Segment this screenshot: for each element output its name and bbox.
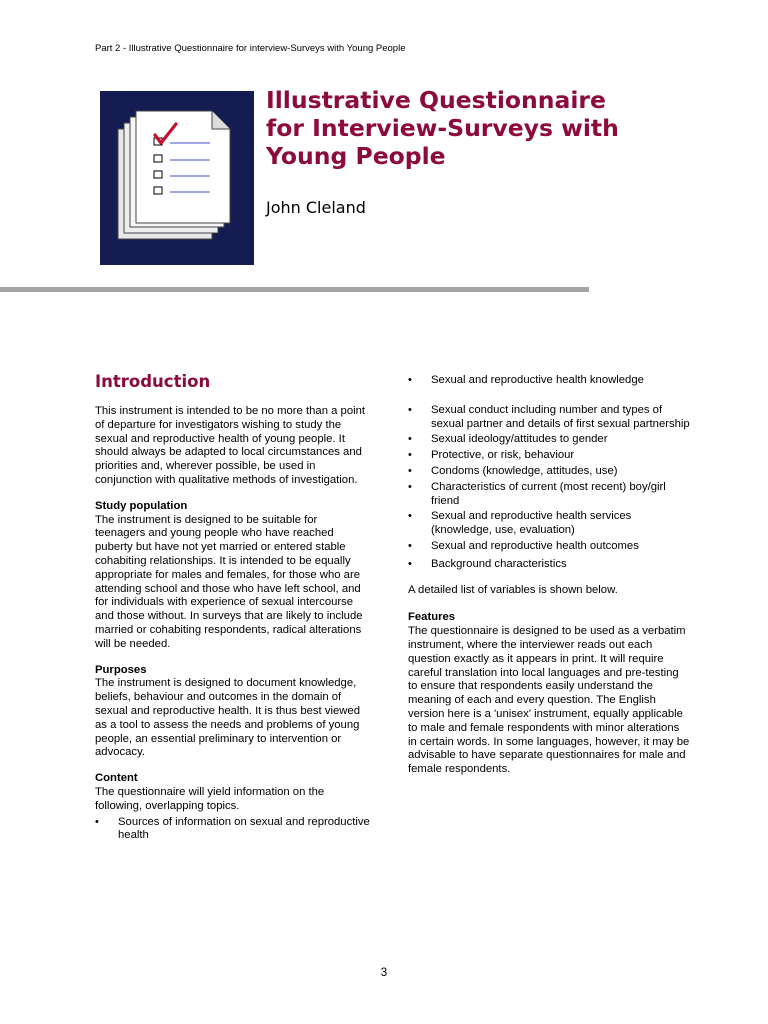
title-line: Young People [266, 142, 446, 170]
subheading-study-population: Study population [95, 499, 188, 512]
divider-rule [0, 287, 589, 292]
content-paragraph: The questionnaire will yield information on the following, overlapping topics. [95, 785, 325, 812]
author-name: John Cleland [266, 198, 366, 217]
page-number: 3 [380, 967, 388, 979]
variables-note: A detailed list of variables is shown below. [408, 583, 618, 596]
questionnaire-checklist-icon [100, 91, 254, 265]
running-header: Part 2 - Illustrative Questionnaire for interview-Surveys with Young People [95, 43, 406, 54]
section-heading-introduction: Introduction [95, 372, 211, 391]
list-item: • Sexual and reproductive health services (knowledge, use, evaluation) [408, 510, 690, 538]
study-population-paragraph: The instrument is designed to be suitable for teenagers and young people who have reached puberty but have not yet married or entered stable cohabiting relationships. It is intended to be equally appropriate for males and females, for those who are attending school and those who have left school, and for individuals with experience of sexual intercourse and those without. In surveys that are likely to include married or cohabiting respondents, radical alterations will be needed. [95, 513, 363, 650]
subheading-content: Content [95, 772, 138, 785]
document-title [266, 86, 686, 170]
list-item: • Sexual and reproductive health knowledge [408, 374, 690, 388]
subheading-purposes: Purposes [95, 663, 147, 676]
list-item: • Condoms (knowledge, attitudes, use) [408, 465, 690, 479]
list-item: • Characteristics of current (most recent) boy/girl friend [408, 481, 690, 509]
purposes-paragraph: The instrument is designed to document knowledge, beliefs, behaviour and outcomes in the domain of sexual and reproductive health. It is thus best viewed as a tool to assess the needs and problems of young people, an essential preliminary to intervention or advocacy. [95, 677, 361, 759]
features-paragraph: The questionnaire is designed to be used as a verbatim instrument, where the interviewer reads out each question exactly as it appears in print. It will require careful translation into local languages and pre-testing to ensure that respondents easily understand the meaning of each and every question. The English version here is a 'unisex' instrument, equally applicable to male and female respondents with minor alterations in certain words. In some languages, however, it may be advisable to have separate questionnaires for male and female respondents. [408, 625, 690, 776]
right-column [408, 374, 690, 789]
content-bullet-list [95, 816, 370, 844]
list-item: • Sexual conduct including number and types of sexual partner and details of first sexual partnership [408, 404, 690, 432]
list-item: • Sexual and reproductive health outcomes [408, 540, 690, 554]
title-line: Illustrative Questionnaire [266, 86, 606, 114]
list-item: • Protective, or risk, behaviour [408, 449, 690, 463]
topics-bullet-list [408, 374, 690, 572]
left-column [95, 372, 370, 845]
subheading-features: Features [408, 611, 456, 624]
list-item: • Sources of information on sexual and reproductive health [95, 816, 370, 844]
title-line: for Interview-Surveys with [266, 114, 619, 142]
intro-paragraph: This instrument is intended to be no more than a point of departure for investigators wishing to study the sexual and reproductive health of young people. It should always be adapted to local circumstances and priorities and, wherever possible, be used in conjunction with qualitative methods of investigation. [95, 405, 366, 486]
title-block [266, 86, 686, 170]
list-item: • Sexual ideology/attitudes to gender [408, 433, 690, 447]
list-item: • Background characteristics [408, 558, 690, 572]
